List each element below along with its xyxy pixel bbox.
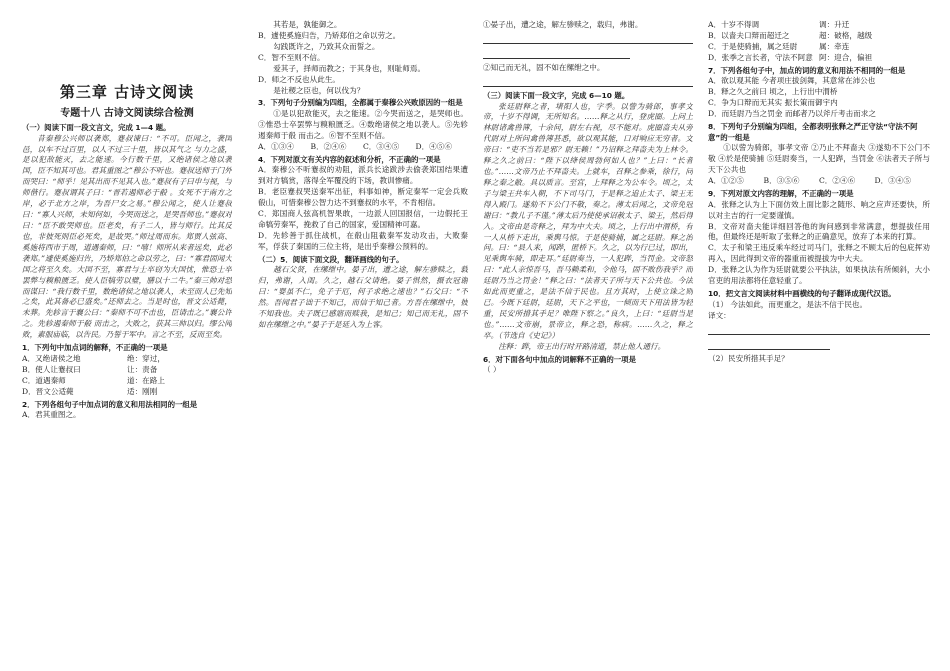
q8-body: ①以訾为骑郎，事孝文帝 ②乃止不拜啬夫 ③遂劾不下公门不敬 ④於是使骑捕 ⑤廷尉奏当，一人犯跸，当罚金 ⑥法者天子所与天下公共也 bbox=[708, 143, 930, 175]
passage-2: 越石父贤，在缧绁中。晏子出，遭之途，解左骖赎之，载归，弗谢，入闺。久之，越石父请绝。晏子惧然，摄衣冠谢曰：“婴虽不仁，免子于厄，何子求绝之速也？”石父曰：“不然。吾闻君子诎于不知己，而信于知己者。方吾在缧绁中，彼不知我也。夫子既已感寤而赎我，是知己；知己而无礼，固不如在缧绁之中。”晏子于是延入为上客。 bbox=[258, 265, 468, 330]
question-8: 8．下列句子分别编为四组，全都表明张释之严正守法“守法不阿意”的一组是 bbox=[708, 122, 918, 142]
q4-option-a: A．秦穆公不听蹇叔的劝阻，派兵长途跋涉去偷袭郑国结果遭到对方犒赏，落得全军覆没的下场，教训惨痛。 bbox=[258, 165, 468, 186]
q9-option-d: D．张释之认为作为廷尉就要公平执法，如果执法有所倾斜，大小官吏的用法都将任意轻重了。 bbox=[708, 265, 930, 286]
q10-sentence-1: （1） 今法如此，而更重之，是法不信于民也。 bbox=[708, 299, 868, 309]
column-2 bbox=[258, 20, 468, 670]
q7-option-a: A．欲以观其能 今者项庄拔剑舞，其意常在沛公也 bbox=[708, 76, 876, 86]
q7-option-d: D．而廷尉乃当之罚金 而邮者乃以斧斤考击而求之 bbox=[708, 109, 876, 119]
q6-option-d: D．张季之言长者，守法不阿意 阿：迎合，偏袒 bbox=[708, 52, 873, 62]
q2-line: 爱其子，择师而教之；于其身也，则耻师焉。 bbox=[273, 63, 426, 73]
q9-option-b: B．文帝对啬夫能详细回答他的询问感到非常满意，想提拔任用他，但最终还是听取了张释之的正确意见，放弃了本来的打算。 bbox=[708, 221, 930, 242]
section-subtitle: 专题十八 古诗文阅读综合检测 bbox=[60, 107, 194, 119]
question-2: 2．下列各组句子中加点词的意义和用法相同的一组是 bbox=[22, 399, 198, 409]
question-4: 4．下列对原文有关内容的叙述和分析，不正确的一项是 bbox=[258, 154, 441, 164]
passage-3: 张廷尉释之者，堵阳人也，字季。以訾为骑郎，事孝文帝，十岁不得调，无所知名。……释之从行，登虎圈。上问上林尉诸禽兽簿，十余问，尉左右视，尽不能对。虎圈啬夫从旁代尉对上所问禽兽簿甚悉，欲以观其能，口对响应无穷者。文帝曰：“吏不当若是邪？尉无赖！”乃诏释之拜啬夫为上林令。释之久之前曰：“陛下以绛侯周勃何如人也？”上曰：“长者也。”……文帝乃止不拜啬夫。上就车，召释之参乘，徐行，问释之秦之敝。具以质言。至宫，上拜释之为公车令。顷之，太子与梁王共车入朝，不下司马门，于是释之追止太子、梁王无得入殿门。遂劾不下公门不敬，奏之。薄太后闻之，文帝免冠谢曰：“教儿子不谨。”薄太后乃使使承诏赦太子、梁王，然后得入。文帝由是奇释之，拜为中大夫。顷之，上行出中渭桥，有一人从桥下走出，乘舆马惊。于是使骑捕，属之廷尉。释之治问。曰：“县人来，闻跸，匿桥下。久之，以为行已过，即出，见乘舆车骑，即走耳。”廷尉奏当，一人犯跸，当罚金。文帝怒曰：“此人亲惊吾马，吾马赖柔和，令他马，固不败伤我乎？而廷尉乃当之罚金！”释之曰：“法者天子所与天下公共也。今法如此而更重之，是法不信于民也。且方其时，上使立诛之则已。今既下廷尉，廷尉，天下之平也，一倾而天下用法皆为轻重，民安所措其手足？唯陛下察之。”良久，上曰：“廷尉当是也。”……文帝崩，景帝立，释之恐，称病。……久之，释之卒。（节选自《史记》） bbox=[483, 101, 693, 340]
q4-option-b: B．老臣蹇叔哭送秦军出征，料事如神，断定秦军一定会兵败殽山，可惜秦穆公智力达不到蹇叔的水平，不肯相信。 bbox=[258, 187, 468, 208]
translate-sentence-2: ②知己而无礼，固不如在缧绁之中。 bbox=[483, 62, 605, 72]
answer-line[interactable] bbox=[483, 48, 630, 59]
q9-option-a: A．张释之认为上下面仿效上面比影之随形、响之应声还要快，所以对主吉的行一定要谨慎。 bbox=[708, 199, 930, 220]
question-9: 9．下列对原文内容的理解，不正确的一项是 bbox=[708, 189, 854, 199]
answer-line[interactable] bbox=[483, 76, 693, 87]
question-7: 7．下列各组句子中，加点的词的意义和用法不相同的一组是 bbox=[708, 65, 906, 75]
q8-options: A．①②⑤ B．③⑤⑥ C．②④⑥ D．③④⑤ bbox=[708, 176, 911, 186]
question-10: 10．把文言文阅读材料中画横线的句子翻译成现代汉语。 bbox=[708, 289, 896, 299]
q7-option-b: B．释之久之前曰 顷之，上行出中渭桥 bbox=[708, 87, 838, 97]
q2-option-b: B．遽使奚施归告，乃矫郑伯之命以劳之。 bbox=[258, 30, 401, 40]
q10-sentence-2: （2）民安所措其手足？ bbox=[708, 353, 789, 363]
q4-option-d: D．先轸善于抓住战机，在殽山阻截秦军发动攻击，大败秦军，俘获了秦国的三位主将，是出乎秦穆公预料的。 bbox=[258, 230, 468, 251]
question-1: 1．下列句中加点词的解释，不正确的一项是 bbox=[22, 343, 168, 353]
q1-option-b: B．使人让蹇叔曰 让：责备 bbox=[22, 364, 158, 374]
q2-line: 其若是，孰能御之。 bbox=[273, 20, 342, 29]
q6-paren: （ ） bbox=[483, 365, 501, 375]
q6-option-b: B．以啬夫口辩而超迁之 超：破格，越级 bbox=[708, 30, 873, 40]
q1-option-c: C．道遇秦师 道：在路上 bbox=[22, 375, 165, 385]
passage-1: 昔秦穆公兴师以袭郑，蹇叔谏曰：“不可。臣闻之，袭国邑，以车不过百里，以人不过三十里，皆以其气之 与力之盛，是以犯敌能灭，去之能速。今行数千里，又绝诸侯之地以袭国，臣不知其可也。君其重图之”穆公不听也。蹇叔送师于门外而哭曰：“师乎！见其出而不见其入也。”蹇叔有子曰申与视，与师偕行。蹇叔谓其子曰：“晋若遏师必于殽 。女死不于南方之岸，必于北方之岸，为吾尸女之易。”穆公闻之，使人让蹇叔曰：“寡人兴师，未知何如，今哭而送之，是哭吾师也。”蹇叔对曰：“臣不敢哭师也。臣老矣，有子二人，皆与师行。比其反也，非彼死则臣必死矣，是故哭。”师过周而东。郑贾人弦高、奚施将西市于周，道遇秦师，曰：“嘻！师所从来者远矣，此必袭郑。”遽使奚施归告，乃矫郑伯之命以劳之，曰：“寡君固闻大国之将至久矣。大国不至，寡君与士卒窃为大国忧，惟恐士卒罢弊与糗粮匮乏。使人臣犒劳以璧，膳以十二牛。”秦三帅对恐而谋曰：“我行数千里，数绝诸侯之地以袭人，未至而人已先知之矣，此其备必已盛矣。”还师去之。当是时也，晋文公适薨，未葬。先轸言于襄公曰：“秦师不可不击也，臣请击之。”襄公许之。先轸遏秦师于殽 而击之，大败之，获其三帅以归。缪公闻败，素服庙临，以告民。乃誓于军中。言之不至，反而至矣。 bbox=[22, 133, 232, 340]
section-3-heading: （三）阅读下面一段文字，完成 6—10 题。 bbox=[483, 90, 630, 100]
answer-line[interactable] bbox=[708, 339, 830, 350]
q6-option-c: C．于是使骑捕，属之廷尉 属：牵连 bbox=[708, 41, 850, 51]
q4-option-c: C．郑国商人弦高机智果敢，一边派人回国报信，一边假托王命犒劳秦军，挽救了自己的国家，爱国精神可嘉。 bbox=[258, 209, 468, 230]
q2-option-d: D．师之不反也从此生。 bbox=[258, 74, 341, 84]
q1-option-a: A．又绝诸侯之地 绝：穿过， bbox=[22, 353, 165, 363]
answer-line[interactable] bbox=[708, 324, 930, 335]
question-3: 3．下列句子分别编为四组，全都属于秦穆公兴败原因的一组是 bbox=[258, 98, 463, 108]
chapter-title: 第三章 古诗文阅读 bbox=[59, 83, 195, 101]
q3-body: ①是以犯敌能灭，去之能速。②今哭而送之，是哭师也。③惟恐士卒罢弊与糗粮匮乏。④数绝诸侯之地以袭人。⑤先轸遏秦师于殽 而击之。⑥智不至则不信。 bbox=[258, 109, 468, 140]
translate-sentence-1: ①晏子出，遭之途，解左骖赎之，载归，弗谢。 bbox=[483, 20, 643, 29]
q3-options: A．①③④ B．②④⑥ C．③④⑤ D．④⑤⑥ bbox=[258, 141, 452, 151]
q6-option-a: A．十岁不得调 调：升迁 bbox=[708, 20, 850, 29]
q2-line: 勾践既许之，乃致其众而誓之。 bbox=[273, 41, 380, 51]
q7-option-c: C．争为口辩而无其实 振长策而御宇内 bbox=[708, 98, 838, 108]
answer-line[interactable] bbox=[483, 33, 693, 44]
question-6: 6．对下面各句中加点的词解释不正确的一项是 bbox=[483, 354, 636, 364]
q2-line: 是社稷之臣也，何以伐为？ bbox=[273, 85, 365, 95]
q2-option-a: A．君其重图之。 bbox=[22, 410, 81, 420]
passage-3-note: 注释：跸，帝王出行时开路清道，禁止他人通行。 bbox=[498, 341, 666, 351]
section-1-heading: （一）阅读下面一段文言文，完成 1—4 题。 bbox=[22, 122, 171, 132]
q10-translation-label: 译文： bbox=[708, 310, 731, 320]
q2-option-c: C．智不至则不信。 bbox=[258, 52, 325, 62]
column-4 bbox=[708, 20, 930, 670]
q1-option-d: D．晋文公适薨 适：刚刚 bbox=[22, 386, 158, 396]
q9-option-c: C．太子和梁王违反乘车经过司马门，张释之不顾太后的包庇挥劝再入，因此得到文帝的器重而被提拔为中大夫。 bbox=[708, 243, 930, 264]
column-3 bbox=[483, 20, 693, 670]
section-2-heading: （二）5．阅读下面文段，翻译画线的句子。 bbox=[258, 254, 404, 264]
column-1 bbox=[22, 20, 232, 670]
